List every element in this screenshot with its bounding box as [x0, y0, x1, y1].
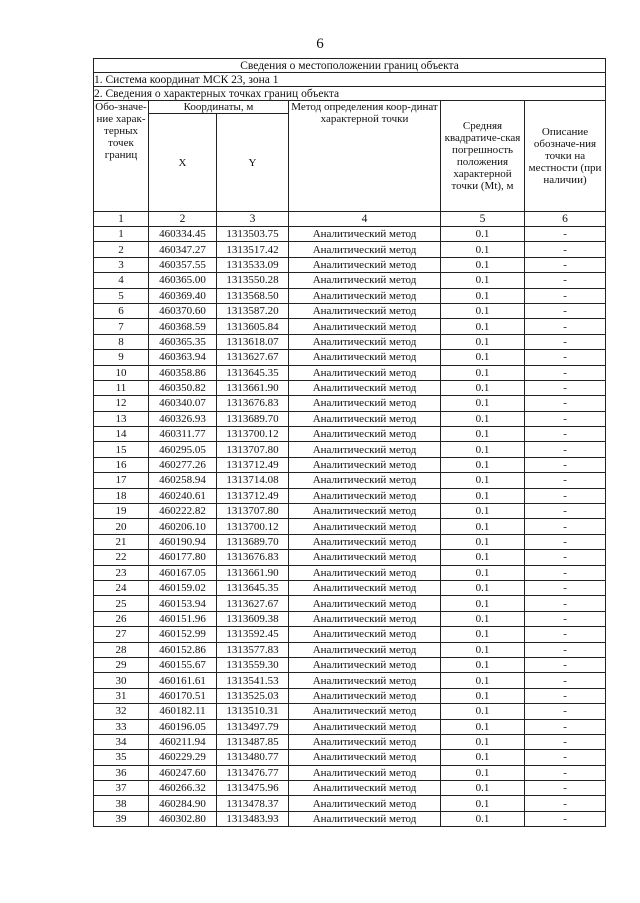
cell-mean-error: 0.1 — [441, 303, 525, 318]
table-row — [94, 642, 606, 657]
cell-point-number: 32 — [94, 704, 149, 719]
cell-x: 460152.86 — [149, 642, 217, 657]
cell-point-number: 36 — [94, 765, 149, 780]
cell-point-number: 8 — [94, 334, 149, 349]
cell-x: 460153.94 — [149, 596, 217, 611]
header-mean-error: Средняя квадратиче-ская погрешность положения характерной точки (Mt), м — [441, 101, 525, 212]
table-row — [94, 611, 606, 626]
header-coordinates: Координаты, м — [149, 101, 289, 114]
cell-description: - — [525, 273, 606, 288]
cell-method: Аналитический метод — [289, 596, 441, 611]
table-row — [94, 488, 606, 503]
header-description: Описание обозначе-ния точки на местности (при наличии) — [525, 101, 606, 212]
cell-mean-error: 0.1 — [441, 719, 525, 734]
table-row — [94, 688, 606, 703]
cell-x: 460182.11 — [149, 704, 217, 719]
cell-method: Аналитический метод — [289, 627, 441, 642]
cell-description: - — [525, 365, 606, 380]
cell-description: - — [525, 303, 606, 318]
cell-description: - — [525, 765, 606, 780]
column-number: 1 — [94, 212, 149, 227]
cell-mean-error: 0.1 — [441, 457, 525, 472]
cell-mean-error: 0.1 — [441, 380, 525, 395]
cell-mean-error: 0.1 — [441, 427, 525, 442]
cell-description: - — [525, 288, 606, 303]
cell-point-number: 3 — [94, 257, 149, 272]
header-method: Метод определения коор-динат характерной точки — [289, 101, 441, 212]
characteristic-points-row: 2. Сведения о характерных точках границ объекта — [94, 87, 606, 101]
table-row — [94, 427, 606, 442]
table-row — [94, 796, 606, 811]
cell-mean-error: 0.1 — [441, 504, 525, 519]
table-row — [94, 365, 606, 380]
cell-mean-error: 0.1 — [441, 488, 525, 503]
cell-method: Аналитический метод — [289, 642, 441, 657]
table-row — [94, 396, 606, 411]
cell-y: 1313661.90 — [217, 565, 289, 580]
cell-mean-error: 0.1 — [441, 334, 525, 349]
cell-mean-error: 0.1 — [441, 519, 525, 534]
cell-mean-error: 0.1 — [441, 796, 525, 811]
cell-description: - — [525, 688, 606, 703]
cell-method: Аналитический метод — [289, 288, 441, 303]
table-row — [94, 765, 606, 780]
cell-description: - — [525, 642, 606, 657]
cell-x: 460363.94 — [149, 350, 217, 365]
cell-x: 460365.00 — [149, 273, 217, 288]
cell-point-number: 25 — [94, 596, 149, 611]
cell-mean-error: 0.1 — [441, 734, 525, 749]
cell-y: 1313592.45 — [217, 627, 289, 642]
table-row — [94, 411, 606, 426]
cell-y: 1313533.09 — [217, 257, 289, 272]
cell-x: 460196.05 — [149, 719, 217, 734]
cell-method: Аналитический метод — [289, 657, 441, 672]
table-row — [94, 519, 606, 534]
cell-x: 460229.29 — [149, 750, 217, 765]
cell-y: 1313661.90 — [217, 380, 289, 395]
cell-method: Аналитический метод — [289, 550, 441, 565]
cell-mean-error: 0.1 — [441, 442, 525, 457]
cell-point-number: 38 — [94, 796, 149, 811]
cell-point-number: 11 — [94, 380, 149, 395]
cell-method: Аналитический метод — [289, 688, 441, 703]
table-row — [94, 504, 606, 519]
cell-method: Аналитический метод — [289, 811, 441, 826]
cell-y: 1313609.38 — [217, 611, 289, 626]
cell-mean-error: 0.1 — [441, 396, 525, 411]
cell-y: 1313487.85 — [217, 734, 289, 749]
cell-point-number: 17 — [94, 473, 149, 488]
cell-y: 1313587.20 — [217, 303, 289, 318]
table-row — [94, 288, 606, 303]
cell-y: 1313676.83 — [217, 396, 289, 411]
cell-point-number: 22 — [94, 550, 149, 565]
table-row — [94, 457, 606, 472]
cell-point-number: 34 — [94, 734, 149, 749]
cell-x: 460161.61 — [149, 673, 217, 688]
cell-description: - — [525, 627, 606, 642]
cell-point-number: 16 — [94, 457, 149, 472]
cell-x: 460177.80 — [149, 550, 217, 565]
cell-y: 1313714.08 — [217, 473, 289, 488]
cell-y: 1313712.49 — [217, 457, 289, 472]
cell-method: Аналитический метод — [289, 427, 441, 442]
coordinate-system-row: 1. Система координат МСК 23, зона 1 — [94, 73, 606, 87]
cell-mean-error: 0.1 — [441, 242, 525, 257]
cell-description: - — [525, 334, 606, 349]
cell-point-number: 27 — [94, 627, 149, 642]
table-row — [94, 534, 606, 549]
cell-description: - — [525, 781, 606, 796]
table-row — [94, 350, 606, 365]
cell-y: 1313475.96 — [217, 781, 289, 796]
cell-method: Аналитический метод — [289, 673, 441, 688]
cell-description: - — [525, 488, 606, 503]
cell-method: Аналитический метод — [289, 319, 441, 334]
cell-description: - — [525, 750, 606, 765]
cell-x: 460240.61 — [149, 488, 217, 503]
cell-y: 1313525.03 — [217, 688, 289, 703]
table-row — [94, 750, 606, 765]
cell-mean-error: 0.1 — [441, 257, 525, 272]
cell-point-number: 37 — [94, 781, 149, 796]
cell-description: - — [525, 519, 606, 534]
cell-y: 1313676.83 — [217, 550, 289, 565]
cell-x: 460211.94 — [149, 734, 217, 749]
table-row — [94, 719, 606, 734]
cell-mean-error: 0.1 — [441, 288, 525, 303]
cell-x: 460369.40 — [149, 288, 217, 303]
cell-description: - — [525, 611, 606, 626]
column-number: 6 — [525, 212, 606, 227]
cell-y: 1313503.75 — [217, 227, 289, 242]
cell-method: Аналитический метод — [289, 334, 441, 349]
cell-description: - — [525, 657, 606, 672]
cell-x: 460370.60 — [149, 303, 217, 318]
cell-method: Аналитический метод — [289, 534, 441, 549]
cell-description: - — [525, 350, 606, 365]
table-row — [94, 242, 606, 257]
column-number: 4 — [289, 212, 441, 227]
cell-method: Аналитический метод — [289, 781, 441, 796]
cell-method: Аналитический метод — [289, 457, 441, 472]
cell-y: 1313689.70 — [217, 534, 289, 549]
cell-x: 460311.77 — [149, 427, 217, 442]
cell-description: - — [525, 719, 606, 734]
cell-mean-error: 0.1 — [441, 750, 525, 765]
cell-y: 1313712.49 — [217, 488, 289, 503]
boundary-points-table — [93, 58, 606, 827]
cell-method: Аналитический метод — [289, 350, 441, 365]
cell-point-number: 23 — [94, 565, 149, 580]
cell-point-number: 10 — [94, 365, 149, 380]
cell-y: 1313559.30 — [217, 657, 289, 672]
cell-point-number: 6 — [94, 303, 149, 318]
cell-y: 1313510.31 — [217, 704, 289, 719]
cell-point-number: 35 — [94, 750, 149, 765]
cell-x: 460302.80 — [149, 811, 217, 826]
cell-x: 460357.55 — [149, 257, 217, 272]
cell-y: 1313645.35 — [217, 365, 289, 380]
table-row — [94, 380, 606, 395]
cell-y: 1313618.07 — [217, 334, 289, 349]
cell-method: Аналитический метод — [289, 473, 441, 488]
cell-description: - — [525, 565, 606, 580]
cell-mean-error: 0.1 — [441, 688, 525, 703]
cell-point-number: 20 — [94, 519, 149, 534]
cell-point-number: 19 — [94, 504, 149, 519]
cell-method: Аналитический метод — [289, 765, 441, 780]
cell-description: - — [525, 596, 606, 611]
cell-mean-error: 0.1 — [441, 642, 525, 657]
cell-point-number: 2 — [94, 242, 149, 257]
cell-point-number: 9 — [94, 350, 149, 365]
cell-point-number: 29 — [94, 657, 149, 672]
cell-method: Аналитический метод — [289, 704, 441, 719]
cell-description: - — [525, 580, 606, 595]
cell-y: 1313700.12 — [217, 519, 289, 534]
cell-mean-error: 0.1 — [441, 811, 525, 826]
cell-y: 1313707.80 — [217, 442, 289, 457]
cell-point-number: 24 — [94, 580, 149, 595]
cell-description: - — [525, 257, 606, 272]
cell-x: 460152.99 — [149, 627, 217, 642]
cell-method: Аналитический метод — [289, 488, 441, 503]
cell-x: 460151.96 — [149, 611, 217, 626]
cell-mean-error: 0.1 — [441, 657, 525, 672]
table-title: Сведения о местоположении границ объекта — [94, 59, 606, 73]
cell-method: Аналитический метод — [289, 796, 441, 811]
cell-y: 1313577.83 — [217, 642, 289, 657]
cell-point-number: 26 — [94, 611, 149, 626]
cell-description: - — [525, 380, 606, 395]
cell-method: Аналитический метод — [289, 611, 441, 626]
cell-method: Аналитический метод — [289, 719, 441, 734]
table-row — [94, 473, 606, 488]
cell-method: Аналитический метод — [289, 565, 441, 580]
cell-y: 1313605.84 — [217, 319, 289, 334]
column-number: 3 — [217, 212, 289, 227]
table-row — [94, 565, 606, 580]
page-number: 6 — [316, 36, 324, 52]
cell-description: - — [525, 473, 606, 488]
cell-mean-error: 0.1 — [441, 273, 525, 288]
column-number: 5 — [441, 212, 525, 227]
cell-method: Аналитический метод — [289, 580, 441, 595]
cell-y: 1313568.50 — [217, 288, 289, 303]
cell-x: 460295.05 — [149, 442, 217, 457]
cell-x: 460334.45 — [149, 227, 217, 242]
cell-point-number: 1 — [94, 227, 149, 242]
table-row — [94, 257, 606, 272]
cell-x: 460340.07 — [149, 396, 217, 411]
cell-method: Аналитический метод — [289, 257, 441, 272]
table-row — [94, 334, 606, 349]
table-row — [94, 734, 606, 749]
cell-mean-error: 0.1 — [441, 580, 525, 595]
cell-point-number: 12 — [94, 396, 149, 411]
cell-mean-error: 0.1 — [441, 565, 525, 580]
cell-method: Аналитический метод — [289, 227, 441, 242]
cell-y: 1313627.67 — [217, 350, 289, 365]
cell-description: - — [525, 411, 606, 426]
table-row — [94, 673, 606, 688]
cell-method: Аналитический метод — [289, 365, 441, 380]
cell-x: 460365.35 — [149, 334, 217, 349]
cell-description: - — [525, 427, 606, 442]
cell-method: Аналитический метод — [289, 273, 441, 288]
cell-description: - — [525, 242, 606, 257]
table-row — [94, 627, 606, 642]
cell-x: 460167.05 — [149, 565, 217, 580]
cell-y: 1313541.53 — [217, 673, 289, 688]
cell-mean-error: 0.1 — [441, 227, 525, 242]
cell-description: - — [525, 504, 606, 519]
cell-mean-error: 0.1 — [441, 411, 525, 426]
cell-description: - — [525, 811, 606, 826]
cell-mean-error: 0.1 — [441, 350, 525, 365]
cell-point-number: 15 — [94, 442, 149, 457]
table-row — [94, 704, 606, 719]
cell-x: 460350.82 — [149, 380, 217, 395]
cell-mean-error: 0.1 — [441, 611, 525, 626]
cell-description: - — [525, 457, 606, 472]
cell-y: 1313645.35 — [217, 580, 289, 595]
cell-mean-error: 0.1 — [441, 473, 525, 488]
cell-method: Аналитический метод — [289, 734, 441, 749]
cell-description: - — [525, 796, 606, 811]
table-row — [94, 550, 606, 565]
cell-point-number: 30 — [94, 673, 149, 688]
cell-y: 1313707.80 — [217, 504, 289, 519]
cell-x: 460368.59 — [149, 319, 217, 334]
table-row — [94, 319, 606, 334]
cell-point-number: 33 — [94, 719, 149, 734]
cell-y: 1313497.79 — [217, 719, 289, 734]
table-row — [94, 781, 606, 796]
cell-x: 460159.02 — [149, 580, 217, 595]
cell-method: Аналитический метод — [289, 442, 441, 457]
cell-description: - — [525, 704, 606, 719]
cell-mean-error: 0.1 — [441, 781, 525, 796]
cell-mean-error: 0.1 — [441, 765, 525, 780]
cell-point-number: 28 — [94, 642, 149, 657]
cell-method: Аналитический метод — [289, 519, 441, 534]
cell-method: Аналитический метод — [289, 750, 441, 765]
table-row — [94, 811, 606, 826]
table-row — [94, 303, 606, 318]
cell-mean-error: 0.1 — [441, 704, 525, 719]
cell-mean-error: 0.1 — [441, 673, 525, 688]
cell-y: 1313627.67 — [217, 596, 289, 611]
cell-x: 460347.27 — [149, 242, 217, 257]
cell-mean-error: 0.1 — [441, 319, 525, 334]
cell-y: 1313480.77 — [217, 750, 289, 765]
header-y: Y — [217, 114, 289, 212]
cell-point-number: 39 — [94, 811, 149, 826]
cell-y: 1313550.28 — [217, 273, 289, 288]
cell-x: 460190.94 — [149, 534, 217, 549]
cell-description: - — [525, 550, 606, 565]
cell-description: - — [525, 319, 606, 334]
cell-x: 460326.93 — [149, 411, 217, 426]
cell-method: Аналитический метод — [289, 303, 441, 318]
cell-y: 1313517.42 — [217, 242, 289, 257]
header-point-designation: Обо-значе-ние харак-терных точек границ — [94, 101, 149, 212]
cell-x: 460284.90 — [149, 796, 217, 811]
table-row — [94, 442, 606, 457]
cell-y: 1313476.77 — [217, 765, 289, 780]
cell-x: 460277.26 — [149, 457, 217, 472]
cell-x: 460155.67 — [149, 657, 217, 672]
cell-point-number: 18 — [94, 488, 149, 503]
column-number: 2 — [149, 212, 217, 227]
header-x: X — [149, 114, 217, 212]
cell-method: Аналитический метод — [289, 380, 441, 395]
cell-description: - — [525, 534, 606, 549]
cell-x: 460258.94 — [149, 473, 217, 488]
cell-point-number: 7 — [94, 319, 149, 334]
table-row — [94, 580, 606, 595]
cell-description: - — [525, 734, 606, 749]
cell-method: Аналитический метод — [289, 396, 441, 411]
cell-mean-error: 0.1 — [441, 596, 525, 611]
cell-y: 1313689.70 — [217, 411, 289, 426]
cell-point-number: 13 — [94, 411, 149, 426]
cell-x: 460206.10 — [149, 519, 217, 534]
cell-method: Аналитический метод — [289, 504, 441, 519]
cell-mean-error: 0.1 — [441, 534, 525, 549]
cell-description: - — [525, 396, 606, 411]
cell-x: 460266.32 — [149, 781, 217, 796]
cell-x: 460170.51 — [149, 688, 217, 703]
cell-mean-error: 0.1 — [441, 627, 525, 642]
table-row — [94, 273, 606, 288]
cell-y: 1313700.12 — [217, 427, 289, 442]
cell-y: 1313483.93 — [217, 811, 289, 826]
cell-point-number: 5 — [94, 288, 149, 303]
cell-point-number: 31 — [94, 688, 149, 703]
cell-method: Аналитический метод — [289, 411, 441, 426]
cell-x: 460247.60 — [149, 765, 217, 780]
cell-mean-error: 0.1 — [441, 550, 525, 565]
cell-mean-error: 0.1 — [441, 365, 525, 380]
table-row — [94, 657, 606, 672]
cell-x: 460222.82 — [149, 504, 217, 519]
cell-y: 1313478.37 — [217, 796, 289, 811]
table-row — [94, 227, 606, 242]
cell-description: - — [525, 227, 606, 242]
cell-method: Аналитический метод — [289, 242, 441, 257]
cell-description: - — [525, 442, 606, 457]
cell-description: - — [525, 673, 606, 688]
cell-x: 460358.86 — [149, 365, 217, 380]
cell-point-number: 21 — [94, 534, 149, 549]
cell-point-number: 14 — [94, 427, 149, 442]
cell-point-number: 4 — [94, 273, 149, 288]
table-row — [94, 596, 606, 611]
